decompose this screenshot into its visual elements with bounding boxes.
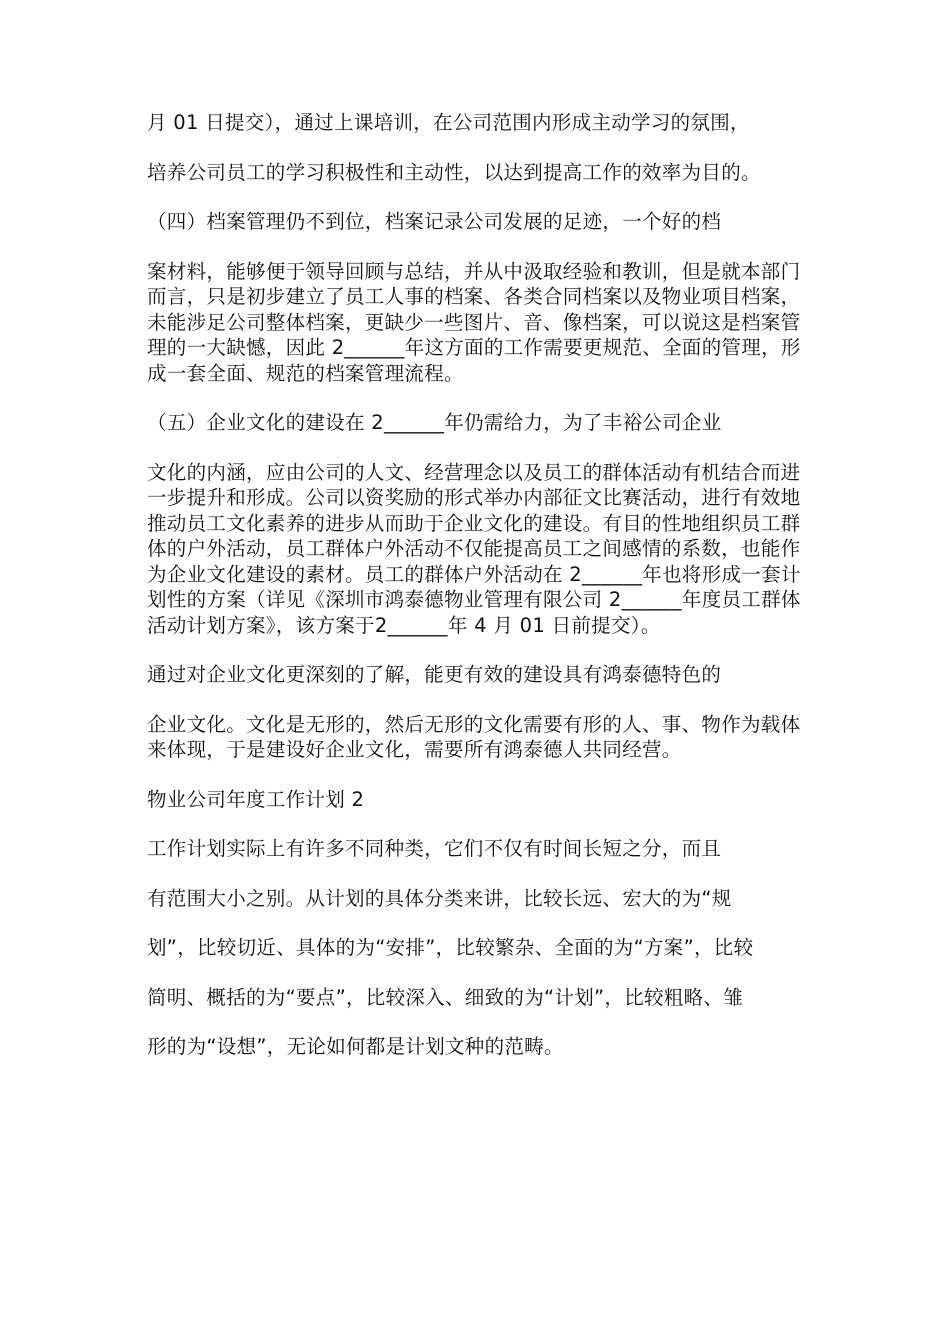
paragraph: 企业文化。文化是无形的，然后无形的文化需要有形的人、事、物作为载体来体现，于是建设好企业文化，需要所有鸿泰德人共同经营。 xyxy=(147,712,801,761)
paragraph: 培养公司员工的学习积极性和主动性，以达到提高工作的效率为目的。 xyxy=(147,160,761,184)
paragraph: 划”，比较切近、具体的为“安排”，比较繁杂、全面的为“方案”，比较 xyxy=(147,936,754,959)
paragraph: 简明、概括的为“要点”，比较深入、细致的为“计划”，比较粗略、雏 xyxy=(147,985,744,1009)
paragraph: 工作计划实际上有许多不同种类，它们不仅有时间长短之分，而且 xyxy=(147,837,722,860)
section-heading: 物业公司年度工作计划 2 xyxy=(147,787,365,811)
paragraph: 案材料，能够便于领导回顾与总结，并从中汲取经验和教训，但是就本部门而言，只是初步建立了员工人事的档案、各类合同档案以及物业项目档案，未能涉足公司整体档案，更缺少一些图片、音、像档案，可以说这是档案管理的一大缺憾，因此 2______年这方面的工作需要更规范、全面的管理，形成一套全面、规范的档案管理流程。 xyxy=(147,259,801,385)
paragraph: （五）企业文化的建设在 2______年仍需给力，为了丰裕公司企业 xyxy=(147,411,722,434)
paragraph: 形的为“设想”，无论如何都是计划文种的范畴。 xyxy=(147,1035,564,1058)
paragraph: 文化的内涵，应由公司的人文、经营理念以及员工的群体活动有机结合而进一步提升和形成。公司以资奖励的形式举办内部征文比赛活动，进行有效地推动员工文化素养的进步从而助于企业文化的建设。有目的性地组织员工群体的户外活动，员工群体户外活动不仅能提高员工之间感情的系数，也能作为企业文化建设的素材。员工的群体户外活动在 2______年也将形成一套计划性的方案（详见《深圳市鸿泰德物业管理有限公司 2______年度员工群体活动计划方案》，该方案于2______年 4 月 01 日前提交）。 xyxy=(147,460,801,637)
paragraph: 月 01 日提交），通过上课培训，在公司范围内形成主动学习的氛围， xyxy=(147,111,750,134)
paragraph: （四）档案管理仍不到位，档案记录公司发展的足迹，一个好的档 xyxy=(147,210,722,233)
paragraph: 通过对企业文化更深刻的了解，能更有效的建设具有鸿泰德特色的 xyxy=(147,663,722,686)
paragraph: 有范围大小之别。从计划的具体分类来讲，比较长远、宏大的为“规 xyxy=(147,886,732,910)
document-body xyxy=(147,110,812,1084)
